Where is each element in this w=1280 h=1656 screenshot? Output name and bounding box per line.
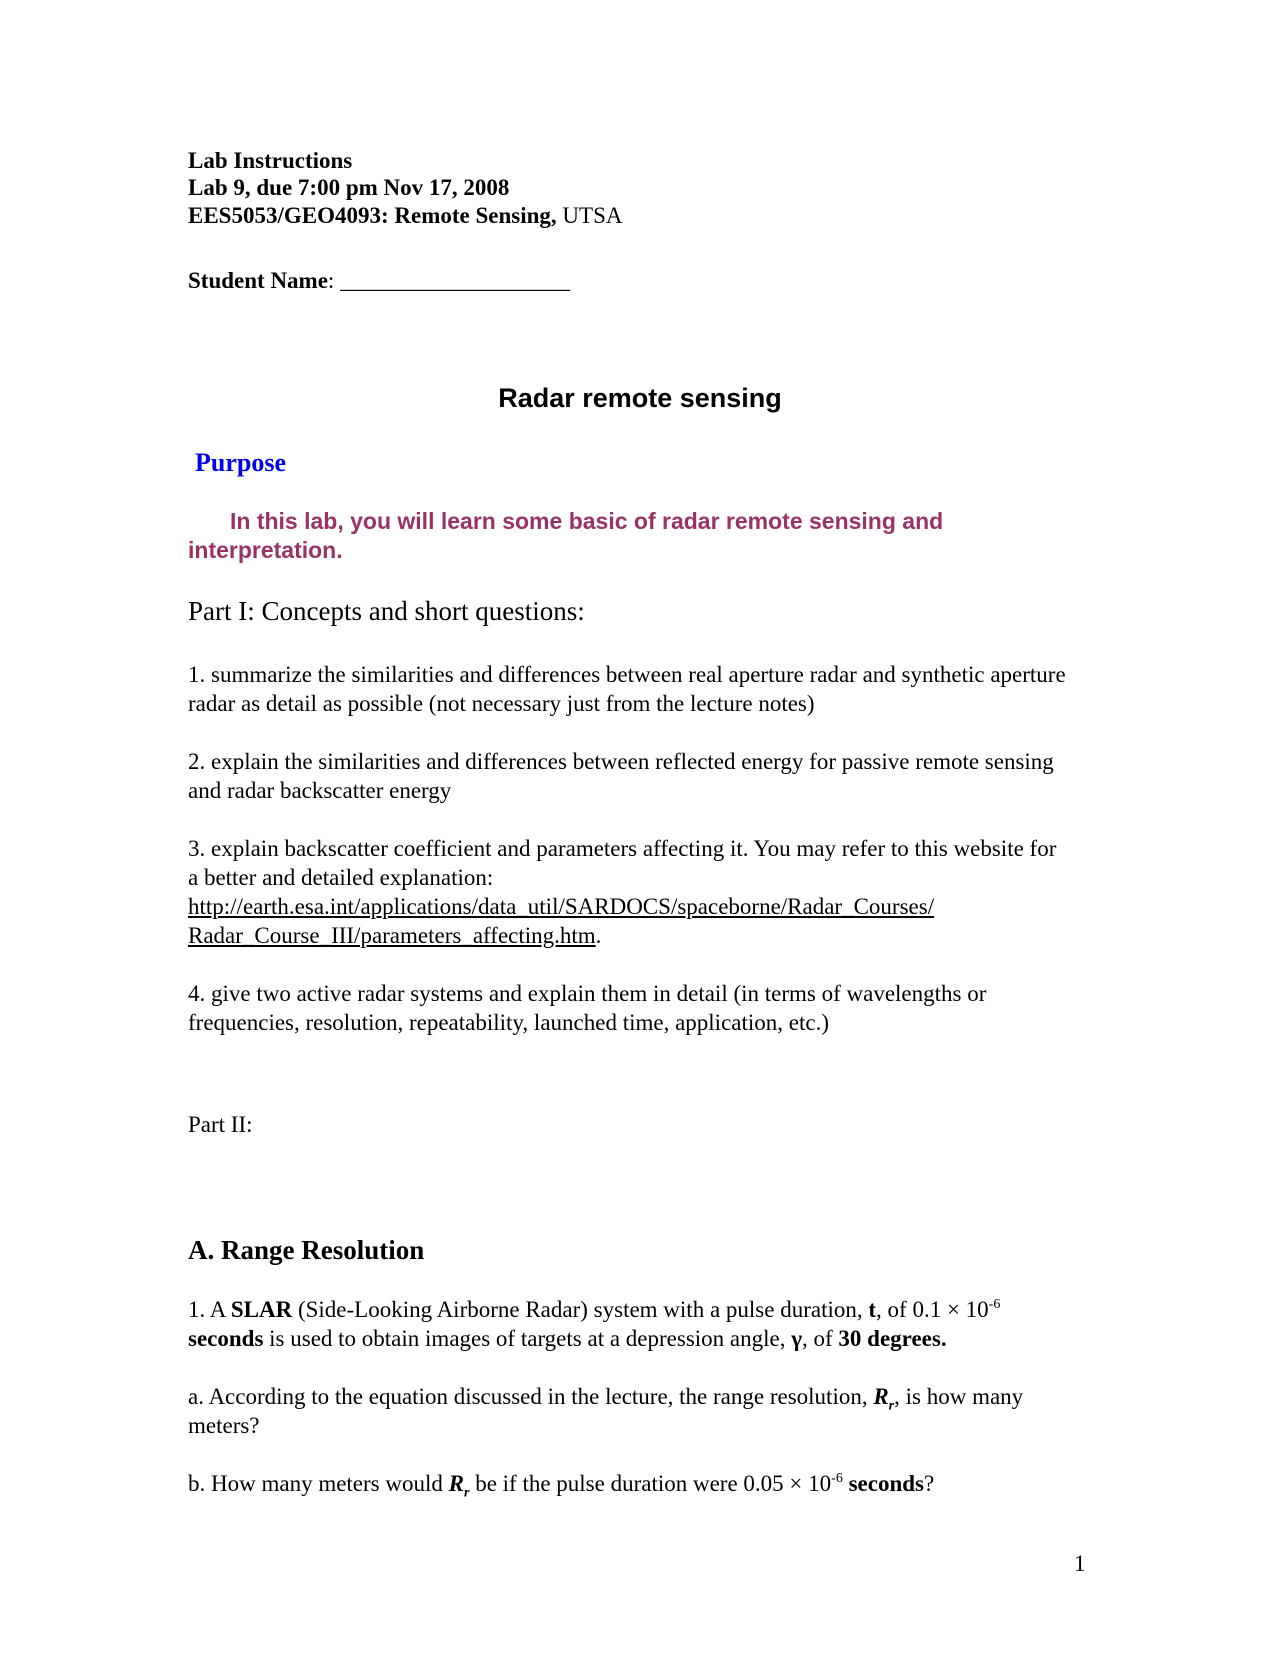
q1-degrees: 30 degrees. xyxy=(838,1326,947,1351)
student-name-line xyxy=(188,266,570,295)
qa-subscript-r: r xyxy=(888,1398,895,1414)
page-number: 1 xyxy=(1074,1551,1086,1576)
qb-question-mark: ? xyxy=(923,1471,935,1496)
qb-text-start: b. How many meters would xyxy=(188,1471,449,1496)
q1-symbol-t: t xyxy=(868,1297,877,1322)
student-name-colon: : xyxy=(327,268,335,293)
question-3-period: . xyxy=(595,923,602,948)
qa-text-end: , is how many meters? xyxy=(188,1384,1024,1438)
esa-link-part2[interactable]: Radar_Course_III/parameters_affecting.htm xyxy=(188,923,596,948)
part2-heading: Part II: xyxy=(188,1112,253,1137)
question-1: 1. summarize the similarities and differences between real aperture radar and synthetic aperture radar as detail as possible (not necessary just from the lecture notes) xyxy=(188,662,1066,716)
q1-text-mid: (Side-Looking Airborne Radar) system with a pulse duration, xyxy=(292,1297,869,1322)
purpose-text xyxy=(188,507,1068,565)
section-a-question-1 xyxy=(188,1295,1068,1353)
header-lab-instructions: Lab Instructions xyxy=(188,148,353,173)
question-2: 2. explain the similarities and differences between reflected energy for passive remote sensing and radar backscatter energy xyxy=(188,749,1054,803)
section-a-heading: A. Range Resolution xyxy=(188,1235,425,1265)
section-a-question-b xyxy=(188,1469,1068,1501)
purpose-heading: Purpose xyxy=(195,448,286,477)
q1-symbol-gamma: γ xyxy=(791,1326,802,1351)
student-name-label: Student Name xyxy=(188,268,328,293)
question-3 xyxy=(188,834,1068,950)
qb-seconds: seconds xyxy=(848,1471,924,1496)
page-title: Radar remote sensing xyxy=(498,383,782,413)
question-4: 4. give two active radar systems and explain them in detail (in terms of wavelengths or frequencies, resolution, repeatability, launched time, application, etc.) xyxy=(188,981,987,1035)
q1-seconds: seconds xyxy=(188,1326,264,1351)
qb-subscript-r: r xyxy=(463,1485,470,1501)
q1-exponent: -6 xyxy=(988,1297,1001,1312)
qb-exponent: -6 xyxy=(831,1471,843,1486)
q1-text-depression: is used to obtain images of targets at a depression angle, xyxy=(263,1326,792,1351)
section-a-question-a xyxy=(188,1382,1068,1440)
course-school: UTSA xyxy=(556,203,623,228)
qa-text-start: a. According to the equation discussed in the lecture, the range resolution, xyxy=(188,1384,874,1409)
qb-text-mid: be if the pulse duration were 0.05 × 10 xyxy=(469,1471,832,1496)
course-code: EES5053/GEO4093: Remote Sensing, xyxy=(188,203,557,228)
question-3-text: 3. explain backscatter coefficient and parameters affecting it. You may refer to this website for a better and detailed explanation: xyxy=(188,836,1057,890)
esa-link-part1[interactable]: http://earth.esa.int/applications/data_util/SARDOCS/spaceborne/Radar_Courses/ xyxy=(188,894,935,919)
q1-slar: SLAR xyxy=(230,1297,293,1322)
header-course xyxy=(188,201,622,230)
qa-symbol-r: R xyxy=(873,1384,889,1409)
part1-heading: Part I: Concepts and short questions: xyxy=(188,596,585,626)
qb-symbol-r: R xyxy=(448,1471,464,1496)
purpose-text-content: In this lab, you will learn some basic of radar remote sensing and interpretation. xyxy=(188,508,944,563)
esa-link[interactable] xyxy=(188,894,934,948)
student-name-blank: ____________________ xyxy=(334,268,571,293)
q1-text-of: , of xyxy=(801,1326,839,1351)
q1-text-start: 1. A xyxy=(188,1297,231,1322)
header-lab-due: Lab 9, due 7:00 pm Nov 17, 2008 xyxy=(188,175,510,200)
q1-pulse-value: , of 0.1 × 10 xyxy=(876,1297,989,1322)
